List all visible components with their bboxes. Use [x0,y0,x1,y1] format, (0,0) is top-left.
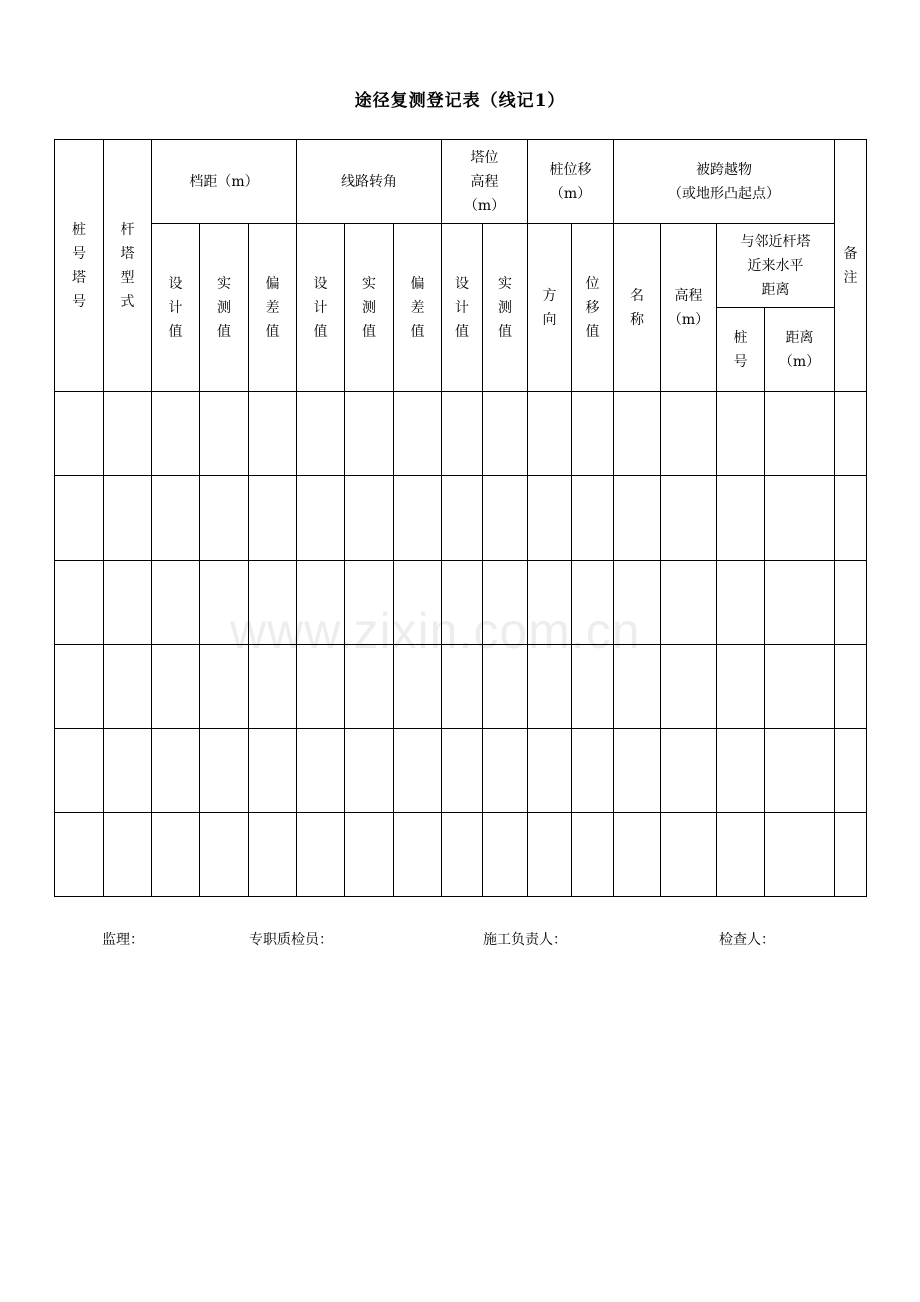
table-cell[interactable] [717,560,765,644]
header-pile-tower-no: 桩 号 塔 号 [55,140,104,392]
header-adjacent-pile-no: 桩 号 [717,308,765,392]
table-cell[interactable] [152,560,200,644]
table-cell[interactable] [661,476,717,560]
table-cell[interactable] [394,644,442,728]
table-cell[interactable] [661,560,717,644]
table-cell[interactable] [614,476,661,560]
table-cell[interactable] [614,392,661,476]
table-cell[interactable] [442,728,483,812]
table-cell[interactable] [297,560,345,644]
header-shift-value: 位 移 值 [572,224,614,392]
table-cell[interactable] [572,560,614,644]
header-span-deviation: 偏 差 值 [249,224,297,392]
header-distance-to-adjacent: 与邻近杆塔 近来水平 距离 [717,224,835,308]
table-cell[interactable] [104,476,152,560]
table-cell[interactable] [717,812,765,896]
table-cell[interactable] [152,812,200,896]
table-cell[interactable] [614,728,661,812]
table-cell[interactable] [765,476,835,560]
table-cell[interactable] [55,728,104,812]
table-cell[interactable] [249,812,297,896]
table-cell[interactable] [442,476,483,560]
footer-checker: 检查人： [719,932,775,948]
header-remarks: 备 注 [835,140,867,392]
header-elev-design: 设 计 值 [442,224,483,392]
table-cell[interactable] [835,728,867,812]
table-cell[interactable] [483,728,528,812]
table-cell[interactable] [717,392,765,476]
footer-construction-lead: 施工负责人： [483,932,567,948]
header-tower-elevation: 塔位 高程 （m） [442,140,528,224]
table-cell[interactable] [200,476,249,560]
table-cell[interactable] [572,728,614,812]
table-row [55,392,867,476]
table-cell[interactable] [572,476,614,560]
table-cell[interactable] [200,392,249,476]
table-cell[interactable] [528,644,572,728]
table-cell[interactable] [297,728,345,812]
table-cell[interactable] [835,560,867,644]
survey-table [54,139,867,897]
table-cell[interactable] [528,812,572,896]
table-cell[interactable] [345,476,394,560]
table-cell[interactable] [394,392,442,476]
table-cell[interactable] [661,812,717,896]
table-cell[interactable] [394,812,442,896]
table-cell[interactable] [765,392,835,476]
header-span-design: 设 计 值 [152,224,200,392]
table-cell[interactable] [528,560,572,644]
table-cell[interactable] [765,728,835,812]
table-cell[interactable] [249,560,297,644]
table-cell[interactable] [835,812,867,896]
table-cell[interactable] [104,728,152,812]
table-cell[interactable] [55,392,104,476]
header-angle-measured: 实 测 值 [345,224,394,392]
table-cell[interactable] [152,728,200,812]
table-cell[interactable] [442,560,483,644]
table-cell[interactable] [200,644,249,728]
table-cell[interactable] [835,644,867,728]
table-row [55,560,867,644]
table-cell[interactable] [528,728,572,812]
table-cell[interactable] [345,728,394,812]
table-cell[interactable] [152,644,200,728]
table-cell[interactable] [717,728,765,812]
table-cell[interactable] [483,476,528,560]
table-cell[interactable] [249,728,297,812]
table-cell[interactable] [442,392,483,476]
header-crossed-name: 名 称 [614,224,661,392]
table-cell[interactable] [200,560,249,644]
table-cell[interactable] [55,476,104,560]
table-cell[interactable] [442,644,483,728]
table-cell[interactable] [345,392,394,476]
table-cell[interactable] [249,644,297,728]
table-cell[interactable] [249,392,297,476]
table-cell[interactable] [765,644,835,728]
table-cell[interactable] [55,812,104,896]
table-cell[interactable] [483,644,528,728]
table-cell[interactable] [483,560,528,644]
header-shift-direction: 方 向 [528,224,572,392]
header-tower-type: 杆 塔 型 式 [104,140,152,392]
table-cell[interactable] [572,812,614,896]
header-pile-shift-unit: （m） [549,185,592,202]
table-cell[interactable] [835,476,867,560]
table-cell[interactable] [297,812,345,896]
table-cell[interactable] [104,812,152,896]
page-title: 途径复测登记表（线记1） [354,91,566,111]
table-cell[interactable] [55,560,104,644]
header-pile-shift [528,140,614,224]
table-cell[interactable] [614,560,661,644]
header-angle-deviation: 偏 差 值 [394,224,442,392]
table-cell[interactable] [297,644,345,728]
table-cell[interactable] [614,644,661,728]
watermark: www.zixin.com.cn [230,603,641,659]
header-crossed-object: 被跨越物 （或地形凸起点） [614,140,835,224]
table-cell[interactable] [661,392,717,476]
table-row [55,728,867,812]
header-elev-measured: 实 测 值 [483,224,528,392]
table-cell[interactable] [152,392,200,476]
table-cell[interactable] [528,476,572,560]
table-cell[interactable] [661,644,717,728]
table-row [55,476,867,560]
table-cell[interactable] [614,812,661,896]
table-cell[interactable] [200,812,249,896]
table-cell[interactable] [483,392,528,476]
table-cell[interactable] [104,392,152,476]
header-span-measured: 实 测 值 [200,224,249,392]
table-cell[interactable] [572,392,614,476]
header-angle-design: 设 计 值 [297,224,345,392]
table-cell[interactable] [297,476,345,560]
table-cell[interactable] [249,476,297,560]
table-cell[interactable] [483,812,528,896]
footer-supervisor: 监理： [102,932,144,948]
table-cell[interactable] [297,392,345,476]
header-span: 档距（m） [152,140,297,224]
table-row [55,644,867,728]
table-cell[interactable] [717,644,765,728]
table-cell[interactable] [661,728,717,812]
table-cell[interactable] [200,728,249,812]
table-cell[interactable] [345,812,394,896]
table-cell[interactable] [55,644,104,728]
footer-quality-inspector: 专职质检员： [249,932,333,948]
header-crossed-elevation: 高程 （m） [661,224,717,392]
table-cell[interactable] [345,644,394,728]
table-cell[interactable] [765,560,835,644]
table-cell[interactable] [717,476,765,560]
table-cell[interactable] [104,560,152,644]
table-cell[interactable] [528,392,572,476]
table-cell[interactable] [835,392,867,476]
header-adjacent-distance: 距离 （m） [765,308,835,392]
table-cell[interactable] [152,476,200,560]
header-line-angle: 线路转角 [297,140,442,224]
table-cell[interactable] [572,644,614,728]
table-cell[interactable] [442,812,483,896]
table-cell[interactable] [394,728,442,812]
table-row [55,812,867,896]
table-cell[interactable] [104,644,152,728]
table-cell[interactable] [765,812,835,896]
table-cell[interactable] [345,560,394,644]
table-cell[interactable] [394,476,442,560]
header-pile-shift-label: 桩位移 [549,161,592,178]
table-cell[interactable] [394,560,442,644]
